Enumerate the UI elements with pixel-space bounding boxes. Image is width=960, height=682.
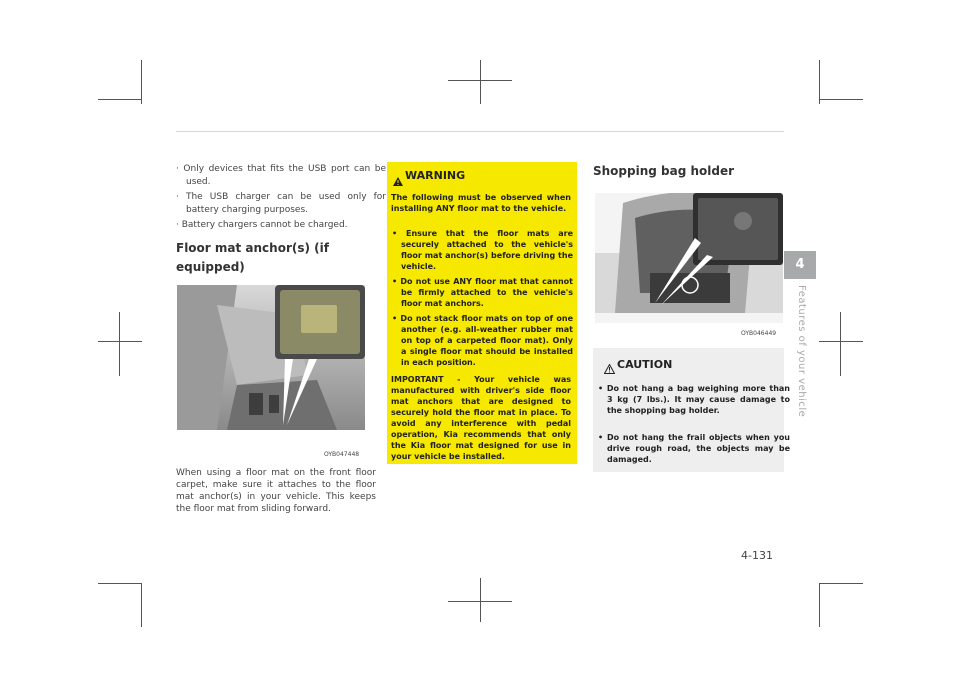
crop-mark bbox=[819, 99, 863, 100]
warning-bullet-mark: • bbox=[392, 229, 406, 238]
header-rule bbox=[176, 131, 784, 132]
crop-mark bbox=[141, 583, 142, 627]
warning-bullet-mark: • bbox=[392, 277, 401, 286]
crop-mark bbox=[819, 60, 820, 104]
crop-mark bbox=[141, 60, 142, 104]
crop-mark bbox=[840, 312, 841, 376]
crop-mark bbox=[448, 80, 512, 81]
crop-mark bbox=[819, 341, 863, 342]
crop-mark bbox=[819, 583, 820, 627]
warning-important: IMPORTANT - Your vehicle was manufactured with driver's side floor mat anchors that are designed to securely hold the floor mat in place. To avoid any interference with pedal operation, Kia recommends that only the Kia floor mat designed for use in your vehicle be installed. bbox=[391, 375, 571, 461]
chapter-tab: 4 bbox=[784, 251, 816, 279]
usb-bullet: · Only devices that fits the USB port can be used. bbox=[176, 163, 386, 188]
floor-mat-body: When using a floor mat on the front floor carpet, make sure it attaches to the floor mat anchor(s) in your vehicle. This keeps the floor mat from sliding forward. bbox=[176, 468, 376, 514]
page-number: 4-131 bbox=[741, 549, 773, 562]
crop-mark bbox=[98, 99, 142, 100]
caution-triangle-icon bbox=[604, 359, 615, 378]
warning-title: WARNING bbox=[405, 169, 466, 182]
shopping-bag-heading: Shopping bag holder bbox=[593, 164, 735, 178]
crop-mark bbox=[119, 312, 120, 376]
crop-mark bbox=[98, 583, 142, 584]
crop-mark bbox=[98, 341, 142, 342]
floor-mat-anchor-image bbox=[177, 285, 365, 457]
usb-bullet: · The USB charger can be used only for battery charging purposes. bbox=[176, 191, 386, 216]
warning-bullet: • Do not use ANY floor mat that cannot be firmly attached to the vehicle's floor mat anchors. bbox=[392, 277, 573, 308]
caution-bullet-mark: • bbox=[598, 384, 607, 393]
crop-mark bbox=[819, 583, 863, 584]
caution-bullet: • Do not hang the frail objects when you drive rough road, the objects may be damaged. bbox=[598, 433, 791, 464]
caution-title: CAUTION bbox=[617, 358, 673, 371]
warning-bullet: • Do not stack floor mats on top of one another (e.g. all-weather rubber mat on top of a carpeted floor mat). Only a single floor mat should be installed in each position. bbox=[392, 314, 574, 367]
crop-mark bbox=[480, 60, 481, 104]
warning-bullet-mark: • bbox=[392, 314, 401, 323]
crop-mark bbox=[448, 601, 512, 602]
caution-bullet-mark: • bbox=[598, 433, 607, 442]
warning-intro: The following must be observed when installing ANY floor mat to the vehicle. bbox=[391, 193, 571, 213]
warning-bullet: • Ensure that the floor mats are securely attached to the vehicle's floor mat anchor(s) before driving the vehicle. bbox=[392, 229, 574, 271]
crop-mark bbox=[480, 578, 481, 622]
chapter-label: Features of your vehicle bbox=[796, 285, 807, 418]
caution-bullet: • Do not hang a bag weighing more than 3 kg (7 lbs.). It may cause damage to the shopping bag holder. bbox=[598, 384, 791, 415]
floor-mat-image-code: OYB047448 bbox=[324, 451, 360, 458]
warning-triangle-icon bbox=[393, 171, 403, 190]
usb-bullet: · Battery chargers cannot be charged. bbox=[176, 219, 386, 232]
shopping-bag-image-code: OYB046449 bbox=[741, 330, 777, 337]
floor-mat-heading: Floor mat anchor(s) (if equipped) bbox=[176, 241, 329, 274]
shopping-bag-holder-image bbox=[595, 193, 783, 341]
